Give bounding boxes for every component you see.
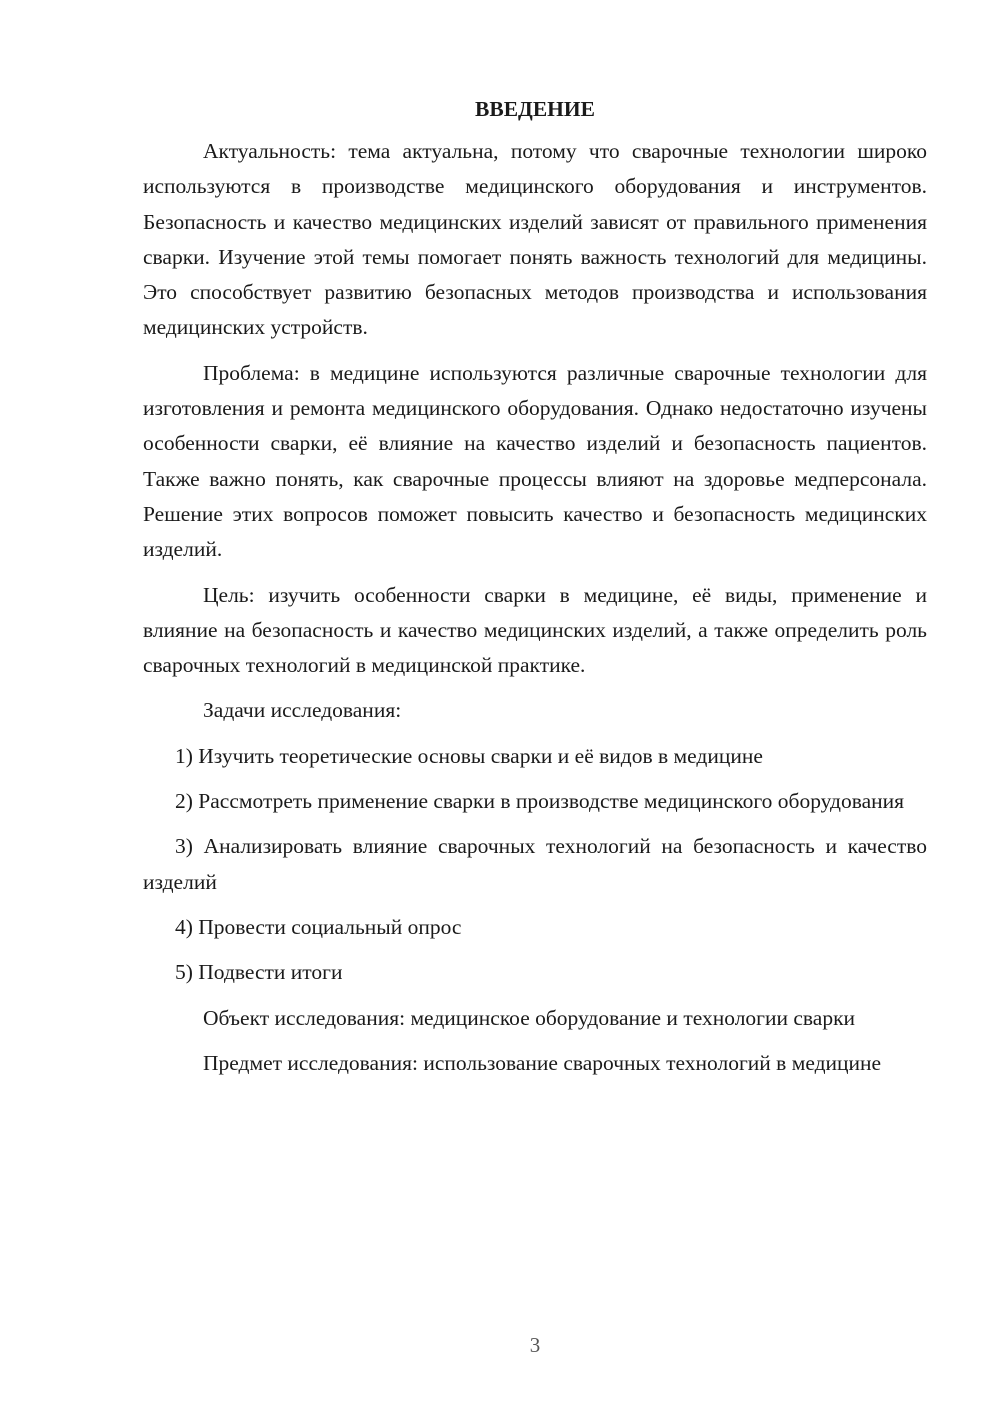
task-item-2: 2) Рассмотреть применение сварки в производстве медицинского оборудования — [175, 789, 905, 814]
task-item-5: 5) Подвести итоги — [175, 960, 343, 985]
page-number: 3 — [529, 1333, 541, 1357]
goal-paragraph: Цель: изучить особенности сварки в медицине, её виды, применение и влияние на безопасность и качество медицинских изделий, а также определить роль сварочных технологий в медицинской практике. — [143, 582, 927, 678]
document-page — [143, 92, 927, 1091]
task-item-4: 4) Провести социальный опрос — [175, 914, 462, 939]
relevance-paragraph: Актуальность: тема актуальна, потому что сварочные технологии широко используются в производстве медицинского оборудования и инструментов. Безопасность и качество медицинских изделий зависят от правильного применения сварки. Изучение этой темы помогает понять важность технологий для медицины. Это способствует развитию безопасных методов производства и использования медицинских устройств. — [143, 139, 927, 340]
problem-paragraph: Проблема: в медицине используются различные сварочные технологии для изготовления и ремонта медицинского оборудования. Однако недостаточно изучены особенности сварки, её влияние на качество изделий и безопасность пациентов. Также важно понять, как сварочные процессы влияют на здоровье медперсонала. Решение этих вопросов поможет повысить качество и безопасность медицинских изделий. — [143, 360, 927, 562]
section-heading: ВВЕДЕНИЕ — [475, 97, 595, 121]
object-paragraph: Объект исследования: медицинское оборудование и технологии сварки — [203, 1005, 856, 1030]
task-item-3: 3) Анализировать влияние сварочных технологий на безопасность и качество изделий — [143, 834, 927, 894]
tasks-heading: Задачи исследования: — [203, 698, 402, 723]
task-item-1: 1) Изучить теоретические основы сварки и её видов в медицине — [175, 743, 763, 768]
subject-paragraph: Предмет исследования: использование сварочных технологий в медицине — [203, 1050, 882, 1075]
